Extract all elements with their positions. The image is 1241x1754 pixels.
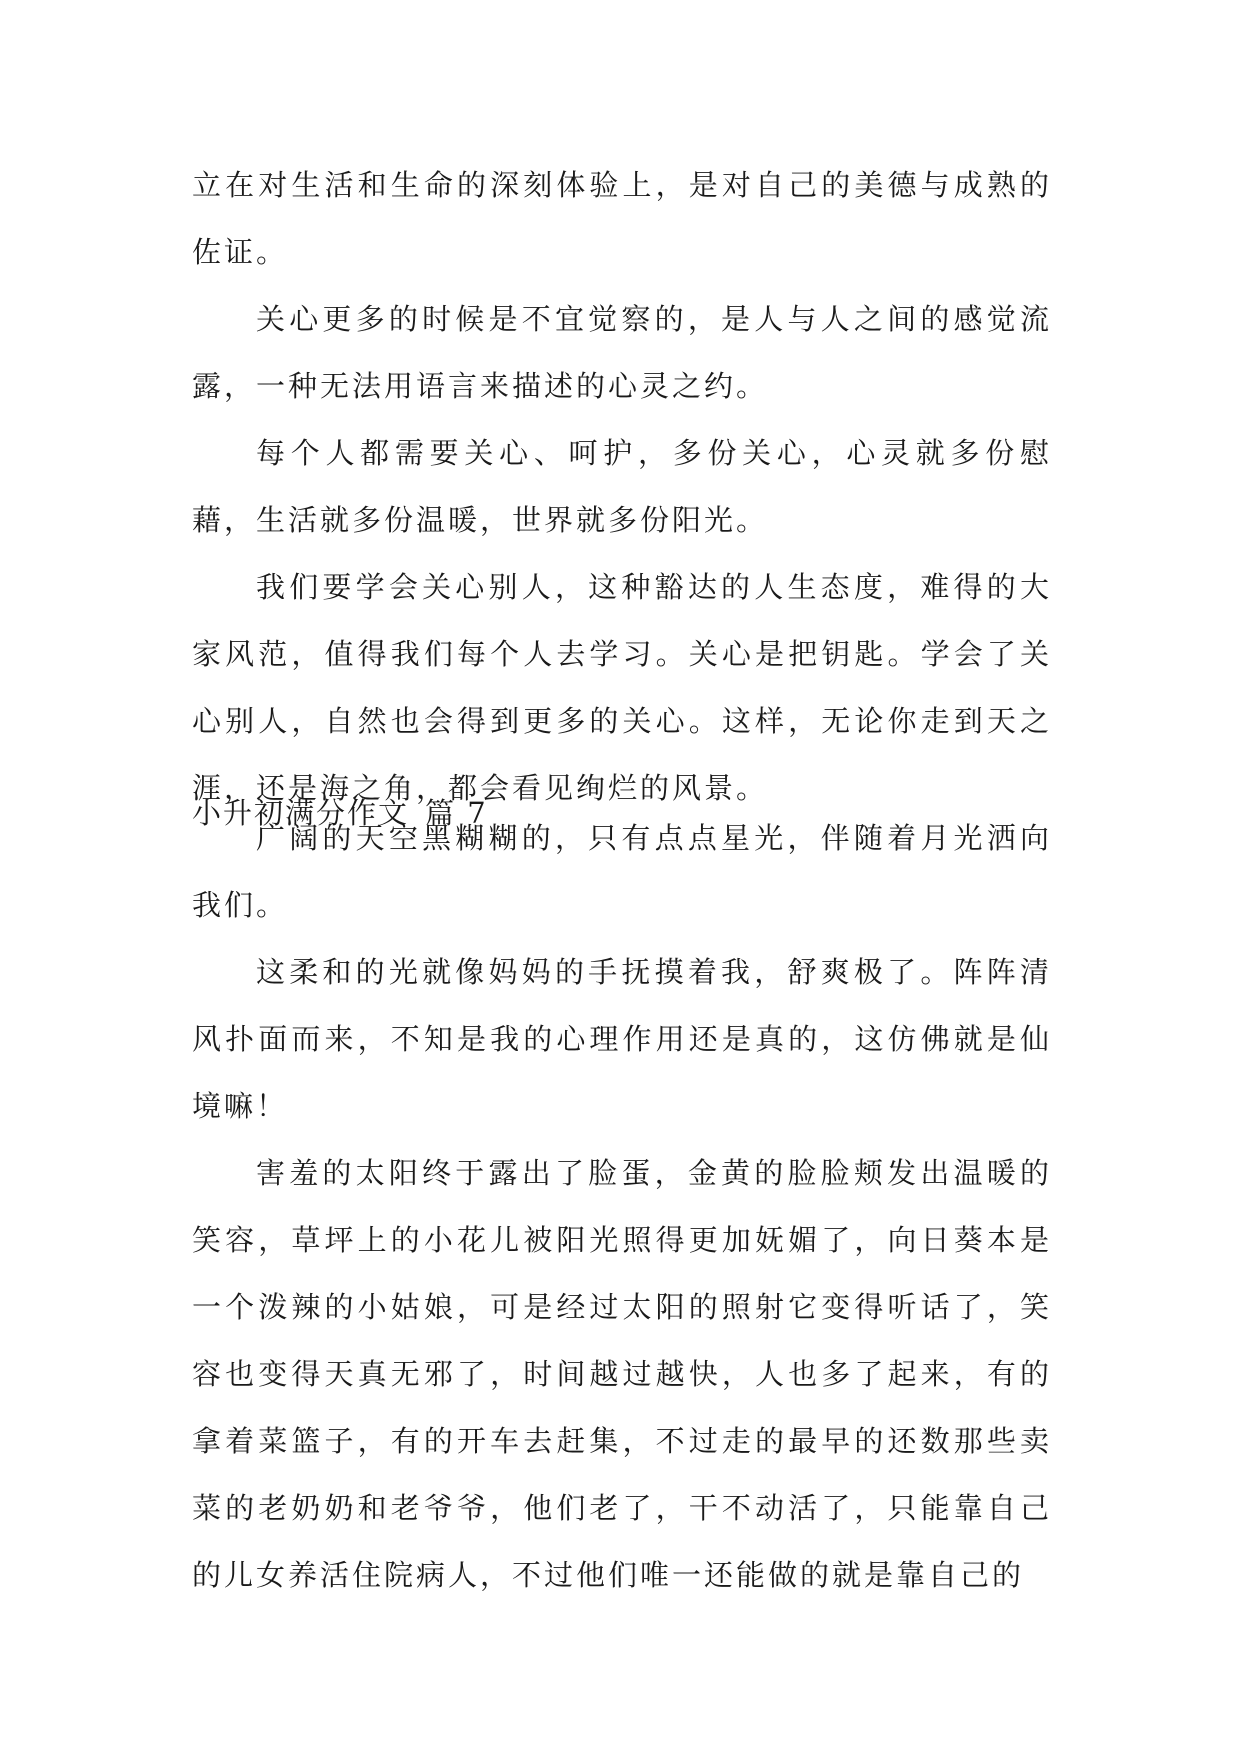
paragraph: 这柔和的光就像妈妈的手抚摸着我，舒爽极了。阵阵清风扑面而来，不知是我的心理作用还是真的，这仿佛就是仙境嘛！ (192, 955, 1052, 1123)
paragraph: 关心更多的时候是不宜觉察的，是人与人之间的感觉流露，一种无法用语言来描述的心灵之约。 (192, 302, 1052, 403)
paragraph: 我们要学会关心别人，这种豁达的人生态度，难得的大家风范，值得我们每个人去学习。关心是把钥匙。学会了关心别人，自然也会得到更多的关心。这样，无论你走到天之涯，还是海之角，都会看见绚烂的风景。 (192, 570, 1052, 805)
paragraph: 害羞的太阳终于露出了脸蛋，金黄的脸脸颊发出温暖的笑容，草坪上的小花儿被阳光照得更加妩媚了，向日葵本是一个泼辣的小姑娘，可是经过太阳的照射它变得听话了，笑容也变得天真无邪了，时间越过越快，人也多了起来，有的拿着菜篮子，有的开车去赶集，不过走的最早的还数那些卖菜的老奶奶和老爷爷，他们老了，干不动活了，只能靠自己的儿女养活住院病人，不过他们唯一还能做的就是靠自己的 (192, 1156, 1052, 1592)
paragraph: 广阔的天空黑糊糊的，只有点点星光，伴随着月光洒向我们。 (192, 821, 1052, 922)
section-title: 小升初满分作文 (192, 796, 410, 830)
paragraph: 每个人都需要关心、呵护，多份关心，心灵就多份慰藉，生活就多份温暖，世界就多份阳光。 (192, 436, 1052, 537)
section-two-body (192, 805, 1052, 1609)
paragraph-continuation: 立在对生活和生命的深刻体验上，是对自己的美德与成熟的佐证。 (192, 168, 1052, 269)
section-number: 篇 7 (425, 796, 488, 830)
section-one-body (192, 152, 1052, 822)
